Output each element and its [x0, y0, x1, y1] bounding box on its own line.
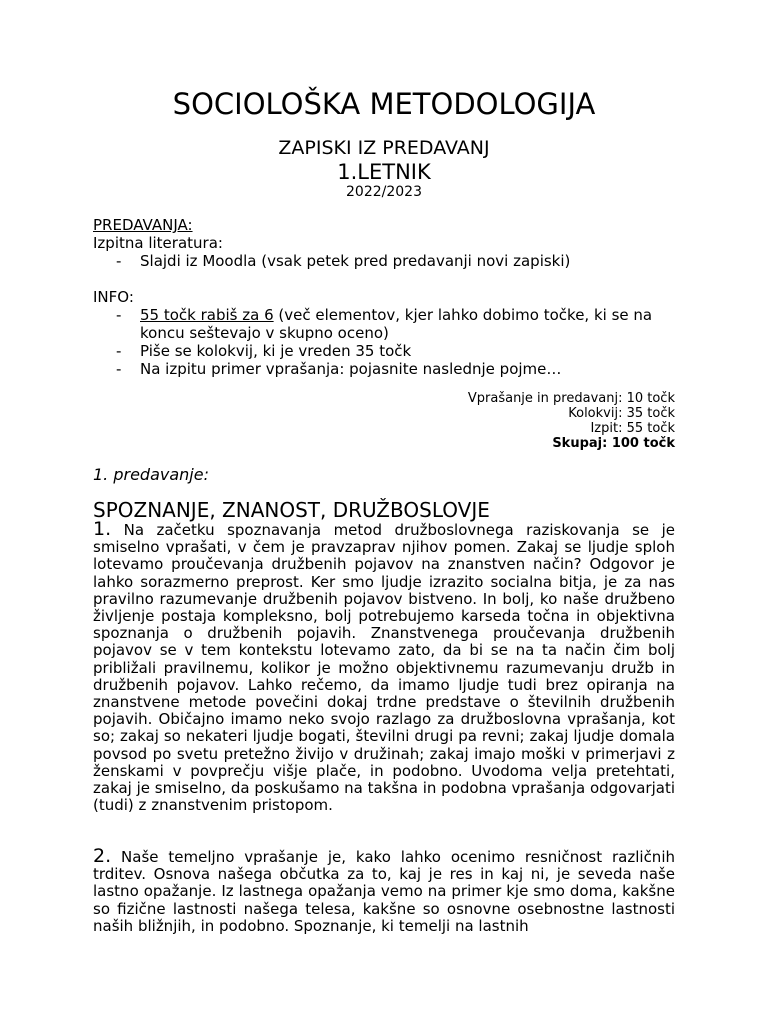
- scoring-summary: [93, 391, 675, 451]
- score-total: Skupaj: 100 točk: [552, 436, 675, 451]
- list-item: [93, 306, 675, 342]
- dash-bullet-icon: -: [116, 306, 122, 324]
- lectures-heading: PREDAVANJA:: [93, 216, 193, 234]
- info-heading: INFO:: [93, 288, 134, 306]
- info-section: [93, 288, 675, 378]
- dash-bullet-icon: -: [116, 252, 122, 270]
- paragraph-number: 2.: [93, 845, 112, 867]
- paragraph-number: 1.: [93, 518, 112, 540]
- score-line: Vprašanje in predavanj: 10 točk: [467, 391, 675, 406]
- list-item-text: Na izpitu primer vprašanja: pojasnite naslednje pojme…: [140, 360, 562, 378]
- score-line: Kolokvij: 35 točk: [568, 406, 675, 421]
- list-item-text: Piše se kolokvij, ki je vreden 35 točk: [140, 342, 412, 360]
- document-title: SOCIOLOŠKA METODOLOGIJA: [172, 87, 596, 121]
- study-year-level: 1.LETNIK: [337, 160, 431, 184]
- list-item: [93, 252, 675, 270]
- paragraph: [93, 845, 675, 935]
- list-item-text: (več elementov, kjer lahko dobimo točke, ki se na koncu seštevajo v skupno oceno): [140, 306, 653, 342]
- academic-year: 2022/2023: [346, 184, 422, 200]
- lecture-label: 1. predavanje:: [93, 465, 209, 484]
- paragraph: [93, 518, 675, 815]
- section-heading: SPOZNANJE, ZNANOST, DRUŽBOSLOVJE: [93, 498, 490, 522]
- dash-bullet-icon: -: [116, 360, 122, 378]
- dash-bullet-icon: -: [116, 342, 122, 360]
- paragraph-text: Na začetku spoznavanja metod družboslovnega raziskovanja se je smiselno vprašati, v čem je pravzaprav njihov pomen. Zakaj se ljudje sploh lotevamo proučevanja družbenih pojavov na znanstven način? Odgovor je lahko sorazmerno preprost. Ker smo ljudje izrazito socialna bitja, je za nas pravilno razumevanje družbenih pojavov bistveno. In bolj, ko naše družbeno življenje postaja kompleksno, bolj potrebujemo karseda točna in objektivna spoznanja o družbenih pojavih. Znanstvenega proučevanja družbenih pojavov se v tem kontekstu lotevamo zato, da bi se na ta način čim bolj približali pravilnemu, kolikor je možno objektivnemu razumevanju družb in družbenih pojavov. Lahko rečemo, da imamo ljudje tudi brez opiranja na znanstvene metode povečini dokaj trdne predstave o številnih družbenih pojavih. Običajno imamo neko svojo razlago za družboslovna vprašanja, kot so; zakaj so nekateri ljudje bogati, številni drugi pa revni; zakaj ljudje domala povsod po svetu pretežno živijo v družinah; zakaj imajo moški v primerjavi z ženskami v povprečju višje plače, in podobno. Uvodoma velja pretehtati, zakaj je smiselno, da poskušamo na takšna in podobna vprašanja odgovarjati (tudi) z znanstvenim pristopom.: [93, 521, 675, 815]
- document-subtitle: ZAPISKI IZ PREDAVANJ: [278, 137, 490, 159]
- list-item: [93, 360, 675, 378]
- paragraph-text: Naše temeljno vprašanje je, kako lahko ocenimo resničnost različnih trditev. Osnova našega občutka za to, kaj je res in kaj ni, je seveda naše lastno opažanje. Iz lastnega opažanja vemo na primer kje smo doma, kakšne so fizične lastnosti našega telesa, kakšne so osnovne osebnostne lastnosti naših bližnjih, in podobno. Spoznanje, ki temelji na lastnih: [93, 848, 675, 935]
- score-line: Izpit: 55 točk: [590, 421, 675, 436]
- literature-label: Izpitna literatura:: [93, 234, 223, 252]
- lectures-info-section: [93, 216, 675, 270]
- list-item-text: Slajdi iz Moodla (vsak petek pred predavanji novi zapiski): [140, 252, 571, 270]
- underlined-text: 55 točk rabiš za 6: [140, 306, 274, 324]
- list-item: [93, 342, 675, 360]
